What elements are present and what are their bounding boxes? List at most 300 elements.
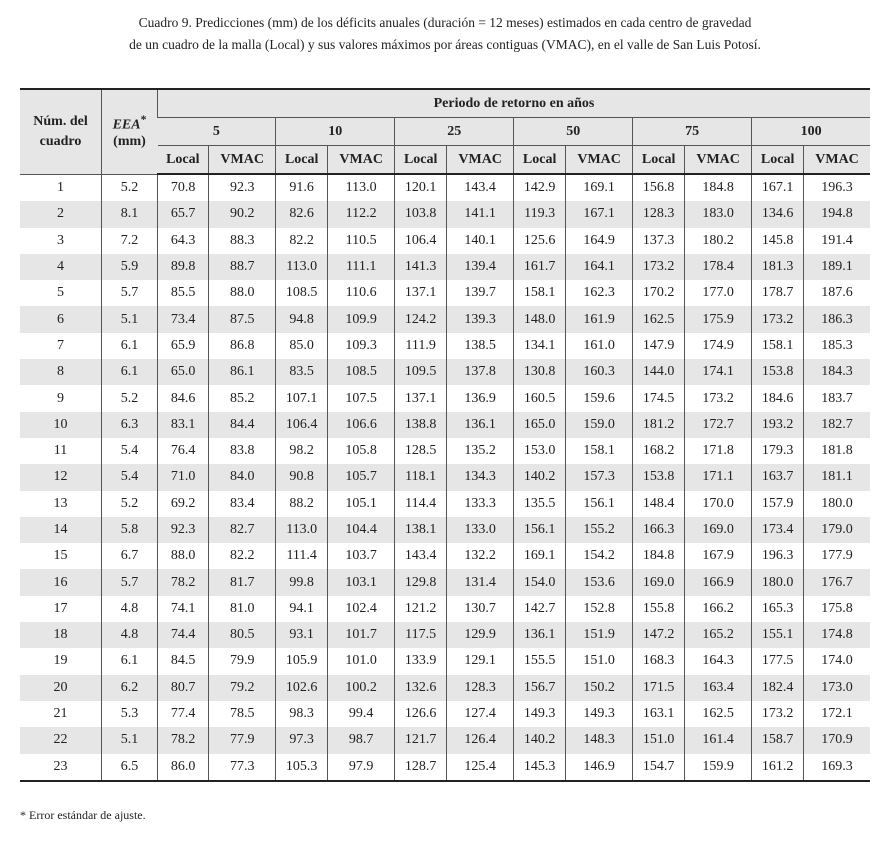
cell-local: 134.6 (752, 201, 804, 227)
cell-vmac: 132.2 (447, 543, 514, 569)
cell-local: 105.9 (276, 648, 328, 674)
cell-local: 106.4 (395, 228, 447, 254)
cell-local: 108.5 (276, 280, 328, 306)
cell-vmac: 133.3 (447, 491, 514, 517)
table-row (20, 596, 870, 622)
cell-vmac: 156.1 (566, 491, 633, 517)
cell-local: 155.5 (514, 648, 566, 674)
cell-eea: 5.2 (102, 491, 158, 517)
cell-local: 170.2 (633, 280, 685, 306)
cell-vmac: 185.3 (804, 333, 870, 359)
cell-local: 77.4 (158, 701, 209, 727)
cell-local: 142.9 (514, 174, 566, 201)
cell-vmac: 180.0 (804, 491, 870, 517)
cell-vmac: 133.0 (447, 517, 514, 543)
cell-vmac: 137.8 (447, 359, 514, 385)
header-local: Local (752, 146, 804, 175)
cell-local: 171.5 (633, 675, 685, 701)
cell-vmac: 85.2 (209, 385, 276, 411)
cell-vmac: 83.8 (209, 438, 276, 464)
cell-vmac: 143.4 (447, 174, 514, 201)
cell-vmac: 86.8 (209, 333, 276, 359)
cell-vmac: 196.3 (804, 174, 870, 201)
cell-vmac: 109.3 (328, 333, 395, 359)
cell-local: 151.0 (633, 727, 685, 753)
table-row (20, 254, 870, 280)
cell-local: 106.4 (276, 412, 328, 438)
cell-local: 128.7 (395, 754, 447, 781)
cell-vmac: 107.5 (328, 385, 395, 411)
cell-vmac: 164.1 (566, 254, 633, 280)
cell-vmac: 130.7 (447, 596, 514, 622)
cell-vmac: 105.7 (328, 464, 395, 490)
cell-local: 121.2 (395, 596, 447, 622)
cell-local: 134.1 (514, 333, 566, 359)
cell-local: 124.2 (395, 306, 447, 332)
table-row (20, 174, 870, 201)
cell-vmac: 87.5 (209, 306, 276, 332)
cell-vmac: 81.7 (209, 569, 276, 595)
cell-local: 184.6 (752, 385, 804, 411)
cell-eea: 5.1 (102, 306, 158, 332)
header-vmac: VMAC (685, 146, 752, 175)
cell-vmac: 140.1 (447, 228, 514, 254)
cell-local: 70.8 (158, 174, 209, 201)
cell-local: 98.3 (276, 701, 328, 727)
cell-vmac: 169.0 (685, 517, 752, 543)
cell-local: 156.8 (633, 174, 685, 201)
cell-local: 135.5 (514, 491, 566, 517)
cell-eea: 6.1 (102, 333, 158, 359)
cell-vmac: 83.4 (209, 491, 276, 517)
cell-num: 22 (20, 727, 102, 753)
cell-vmac: 184.8 (685, 174, 752, 201)
cell-local: 113.0 (276, 254, 328, 280)
cell-vmac: 174.9 (685, 333, 752, 359)
cell-local: 160.5 (514, 385, 566, 411)
cell-vmac: 162.3 (566, 280, 633, 306)
header-eea-mark: * (140, 113, 147, 127)
cell-vmac: 177.0 (685, 280, 752, 306)
cell-eea: 5.2 (102, 385, 158, 411)
cell-local: 193.2 (752, 412, 804, 438)
cell-local: 65.9 (158, 333, 209, 359)
cell-vmac: 151.9 (566, 622, 633, 648)
cell-num: 14 (20, 517, 102, 543)
cell-local: 130.8 (514, 359, 566, 385)
header-period: Periodo de retorno en años (158, 89, 871, 118)
cell-local: 99.8 (276, 569, 328, 595)
cell-local: 157.9 (752, 491, 804, 517)
cell-vmac: 164.3 (685, 648, 752, 674)
cell-vmac: 79.2 (209, 675, 276, 701)
cell-vmac: 152.8 (566, 596, 633, 622)
cell-vmac: 150.2 (566, 675, 633, 701)
cell-vmac: 88.3 (209, 228, 276, 254)
cell-vmac: 157.3 (566, 464, 633, 490)
cell-num: 19 (53, 653, 68, 669)
cell-local: 125.6 (514, 228, 566, 254)
cell-vmac: 108.5 (328, 359, 395, 385)
cell-local: 138.1 (395, 517, 447, 543)
cell-vmac: 158.1 (566, 438, 633, 464)
cell-local: 142.7 (514, 596, 566, 622)
cell-local: 158.7 (752, 727, 804, 753)
header-vmac: VMAC (328, 146, 395, 175)
table-row (20, 754, 870, 781)
cell-local: 117.5 (395, 622, 447, 648)
table-row (20, 517, 870, 543)
cell-local: 76.4 (158, 438, 209, 464)
cell-local: 98.2 (276, 438, 328, 464)
cell-vmac: 169.3 (804, 754, 870, 781)
cell-vmac: 174.1 (685, 359, 752, 385)
header-eea-unit: (mm) (113, 134, 146, 150)
cell-vmac: 165.2 (685, 622, 752, 648)
cell-local: 173.2 (633, 254, 685, 280)
cell-local: 94.1 (276, 596, 328, 622)
cell-vmac: 187.6 (804, 280, 870, 306)
header-local: Local (158, 146, 209, 175)
cell-local: 74.4 (158, 622, 209, 648)
cell-vmac: 111.1 (328, 254, 395, 280)
cell-vmac: 181.1 (804, 464, 870, 490)
cell-local: 163.1 (633, 701, 685, 727)
caption-line-2: de un cuadro de la malla (Local) y sus valores máximos por áreas contiguas (VMAC), en el valle de San Luis Potosí. (129, 37, 761, 52)
cell-vmac: 161.4 (685, 727, 752, 753)
cell-local: 120.1 (395, 174, 447, 201)
cell-eea: 5.2 (102, 174, 158, 201)
cell-eea: 6.1 (102, 648, 158, 674)
cell-vmac: 102.4 (328, 596, 395, 622)
cell-vmac: 110.6 (328, 280, 395, 306)
header-vmac: VMAC (209, 146, 276, 175)
cell-vmac: 181.8 (804, 438, 870, 464)
cell-local: 153.8 (633, 464, 685, 490)
cell-local: 173.2 (752, 306, 804, 332)
cell-vmac: 154.2 (566, 543, 633, 569)
cell-local: 153.0 (514, 438, 566, 464)
cell-vmac: 82.7 (209, 517, 276, 543)
cell-local: 73.4 (158, 306, 209, 332)
cell-vmac: 109.9 (328, 306, 395, 332)
cell-num: 18 (20, 622, 102, 648)
cell-local: 74.1 (158, 596, 209, 622)
cell-local: 109.5 (395, 359, 447, 385)
cell-local: 105.3 (276, 754, 328, 781)
cell-local: 153.8 (752, 359, 804, 385)
cell-vmac: 172.7 (685, 412, 752, 438)
cell-eea: 6.5 (102, 754, 158, 781)
footnote: * Error estándar de ajuste. (20, 808, 146, 822)
cell-local: 158.1 (514, 280, 566, 306)
cell-local: 173.2 (752, 701, 804, 727)
cell-local: 155.8 (633, 596, 685, 622)
cell-local: 169.0 (633, 569, 685, 595)
cell-local: 88.0 (158, 543, 209, 569)
cell-num: 9 (57, 390, 64, 406)
cell-eea: 6.1 (102, 359, 158, 385)
cell-local: 85.5 (158, 280, 209, 306)
cell-local: 71.0 (158, 464, 209, 490)
cell-vmac: 167.9 (685, 543, 752, 569)
cell-local: 147.2 (633, 622, 685, 648)
cell-vmac: 172.1 (804, 701, 870, 727)
cell-vmac: 166.2 (685, 596, 752, 622)
cell-vmac: 125.4 (447, 754, 514, 781)
cell-local: 161.2 (752, 754, 804, 781)
header-num-label: Núm. del cuadro (33, 113, 88, 149)
cell-local: 147.9 (633, 333, 685, 359)
cell-vmac: 129.1 (447, 648, 514, 674)
cell-eea: 6.7 (102, 543, 158, 569)
cell-vmac: 183.7 (804, 385, 870, 411)
cell-vmac: 167.1 (566, 201, 633, 227)
cell-local: 169.1 (514, 543, 566, 569)
table-row (20, 569, 870, 595)
cell-vmac: 81.0 (209, 596, 276, 622)
header-period-75: 75 (633, 118, 752, 146)
cell-local: 90.8 (276, 464, 328, 490)
cell-local: 102.6 (276, 675, 328, 701)
cell-local: 140.2 (514, 727, 566, 753)
cell-vmac: 79.9 (209, 648, 276, 674)
cell-vmac: 136.1 (447, 412, 514, 438)
cell-num: 23 (20, 754, 102, 781)
cell-vmac: 178.4 (685, 254, 752, 280)
cell-local: 143.4 (395, 543, 447, 569)
cell-local: 65.0 (158, 359, 209, 385)
cell-local: 137.3 (633, 228, 685, 254)
cell-vmac: 139.4 (447, 254, 514, 280)
cell-num: 6 (20, 306, 102, 332)
cell-vmac: 112.2 (328, 201, 395, 227)
cell-local: 182.4 (752, 675, 804, 701)
cell-vmac: 163.4 (685, 675, 752, 701)
cell-num: 2 (20, 201, 102, 227)
header-period-10: 10 (276, 118, 395, 146)
cell-num: 16 (20, 569, 102, 595)
header-period-25: 25 (395, 118, 514, 146)
cell-vmac: 90.2 (209, 201, 276, 227)
header-eea-label: EEA (112, 118, 141, 134)
cell-local: 82.2 (276, 228, 328, 254)
cell-local: 88.2 (276, 491, 328, 517)
header-eea (102, 89, 158, 174)
cell-num: 21 (53, 706, 68, 722)
cell-vmac: 131.4 (447, 569, 514, 595)
cell-local: 82.6 (276, 201, 328, 227)
cell-vmac: 153.6 (566, 569, 633, 595)
cell-local: 83.1 (158, 412, 209, 438)
cell-vmac: 82.2 (209, 543, 276, 569)
cell-local: 132.6 (395, 675, 447, 701)
table-row (20, 701, 870, 727)
cell-vmac: 101.0 (328, 648, 395, 674)
cell-vmac: 105.1 (328, 491, 395, 517)
table-row (20, 306, 870, 332)
cell-eea: 6.3 (102, 412, 158, 438)
cell-eea: 5.9 (102, 254, 158, 280)
cell-local: 145.3 (514, 754, 566, 781)
cell-vmac: 173.0 (804, 675, 870, 701)
cell-local: 162.5 (633, 306, 685, 332)
cell-eea: 7.2 (102, 228, 158, 254)
caption-line-1: Cuadro 9. Predicciones (mm) de los déficits anuales (duración = 12 meses) estimados en cada centro de gravedad (138, 15, 752, 30)
cell-local: 196.3 (752, 543, 804, 569)
cell-vmac: 171.1 (685, 464, 752, 490)
table-row (20, 201, 870, 227)
cell-vmac: 92.3 (209, 174, 276, 201)
cell-num: 4 (20, 254, 102, 280)
cell-local: 84.6 (158, 385, 209, 411)
cell-vmac: 106.6 (328, 412, 395, 438)
cell-vmac: 164.9 (566, 228, 633, 254)
cell-num: 15 (53, 548, 68, 564)
cell-vmac: 191.4 (804, 228, 870, 254)
cell-vmac: 84.4 (209, 412, 276, 438)
cell-eea: 5.3 (102, 701, 158, 727)
cell-local: 149.3 (514, 701, 566, 727)
header-local: Local (276, 146, 328, 175)
cell-local: 173.4 (752, 517, 804, 543)
cell-local: 163.7 (752, 464, 804, 490)
cell-local: 179.3 (752, 438, 804, 464)
cell-local: 84.5 (158, 648, 209, 674)
deficit-table (20, 88, 870, 782)
cell-vmac: 138.5 (447, 333, 514, 359)
cell-eea: 5.4 (102, 438, 158, 464)
cell-vmac: 169.1 (566, 174, 633, 201)
cell-vmac: 177.9 (804, 543, 870, 569)
cell-vmac: 105.8 (328, 438, 395, 464)
header-local: Local (633, 146, 685, 175)
cell-local: 119.3 (514, 201, 566, 227)
cell-local: 128.3 (633, 201, 685, 227)
header-num-cuadro (20, 89, 102, 174)
cell-local: 140.2 (514, 464, 566, 490)
cell-local: 167.1 (752, 174, 804, 201)
table-row (20, 333, 870, 359)
cell-vmac: 88.7 (209, 254, 276, 280)
table-row (20, 543, 870, 569)
cell-eea: 5.7 (102, 569, 158, 595)
cell-local: 133.9 (395, 648, 447, 674)
cell-vmac: 100.2 (328, 675, 395, 701)
cell-local: 91.6 (276, 174, 328, 201)
cell-vmac: 141.1 (447, 201, 514, 227)
cell-vmac: 161.0 (566, 333, 633, 359)
cell-vmac: 166.9 (685, 569, 752, 595)
cell-local: 111.4 (276, 543, 328, 569)
cell-local: 114.4 (395, 491, 447, 517)
cell-vmac: 171.8 (685, 438, 752, 464)
table-row (20, 727, 870, 753)
cell-vmac: 176.7 (804, 569, 870, 595)
cell-vmac: 103.1 (328, 569, 395, 595)
cell-local: 165.3 (752, 596, 804, 622)
table-row (20, 228, 870, 254)
cell-vmac: 139.7 (447, 280, 514, 306)
cell-num: 11 (53, 443, 68, 459)
cell-num: 20 (20, 675, 102, 701)
header-vmac: VMAC (447, 146, 514, 175)
cell-vmac: 159.9 (685, 754, 752, 781)
cell-vmac: 78.5 (209, 701, 276, 727)
cell-local: 148.4 (633, 491, 685, 517)
cell-vmac: 184.3 (804, 359, 870, 385)
cell-local: 148.0 (514, 306, 566, 332)
cell-local: 156.1 (514, 517, 566, 543)
cell-num: 3 (57, 232, 64, 248)
cell-vmac: 127.4 (447, 701, 514, 727)
cell-vmac: 182.7 (804, 412, 870, 438)
cell-local: 178.7 (752, 280, 804, 306)
cell-local: 78.2 (158, 569, 209, 595)
cell-local: 86.0 (158, 754, 209, 781)
cell-local: 78.2 (158, 727, 209, 753)
cell-eea: 6.2 (102, 675, 158, 701)
cell-vmac: 161.9 (566, 306, 633, 332)
cell-local: 165.0 (514, 412, 566, 438)
cell-eea: 5.1 (102, 727, 158, 753)
table-row (20, 359, 870, 385)
cell-vmac: 129.9 (447, 622, 514, 648)
cell-vmac: 84.0 (209, 464, 276, 490)
cell-local: 136.1 (514, 622, 566, 648)
cell-vmac: 110.5 (328, 228, 395, 254)
cell-vmac: 101.7 (328, 622, 395, 648)
cell-vmac: 77.9 (209, 727, 276, 753)
cell-local: 144.0 (633, 359, 685, 385)
cell-vmac: 183.0 (685, 201, 752, 227)
table-row (20, 412, 870, 438)
cell-local: 80.7 (158, 675, 209, 701)
cell-vmac: 136.9 (447, 385, 514, 411)
cell-vmac: 186.3 (804, 306, 870, 332)
cell-vmac: 77.3 (209, 754, 276, 781)
cell-vmac: 149.3 (566, 701, 633, 727)
cell-vmac: 189.1 (804, 254, 870, 280)
cell-vmac: 174.8 (804, 622, 870, 648)
cell-local: 85.0 (276, 333, 328, 359)
cell-vmac: 99.4 (328, 701, 395, 727)
cell-local: 69.2 (158, 491, 209, 517)
cell-local: 137.1 (395, 280, 447, 306)
header-local: Local (395, 146, 447, 175)
header-period-100: 100 (752, 118, 870, 146)
cell-num: 5 (57, 285, 64, 301)
cell-vmac: 170.0 (685, 491, 752, 517)
table-row (20, 464, 870, 490)
cell-vmac: 139.3 (447, 306, 514, 332)
cell-local: 118.1 (395, 464, 447, 490)
cell-local: 107.1 (276, 385, 328, 411)
cell-vmac: 86.1 (209, 359, 276, 385)
cell-vmac: 155.2 (566, 517, 633, 543)
cell-local: 138.8 (395, 412, 447, 438)
table-row (20, 675, 870, 701)
cell-local: 137.1 (395, 385, 447, 411)
table-row (20, 385, 870, 411)
table-row (20, 622, 870, 648)
cell-vmac: 175.9 (685, 306, 752, 332)
cell-local: 113.0 (276, 517, 328, 543)
cell-local: 128.5 (395, 438, 447, 464)
cell-vmac: 98.7 (328, 727, 395, 753)
cell-local: 121.7 (395, 727, 447, 753)
cell-local: 89.8 (158, 254, 209, 280)
